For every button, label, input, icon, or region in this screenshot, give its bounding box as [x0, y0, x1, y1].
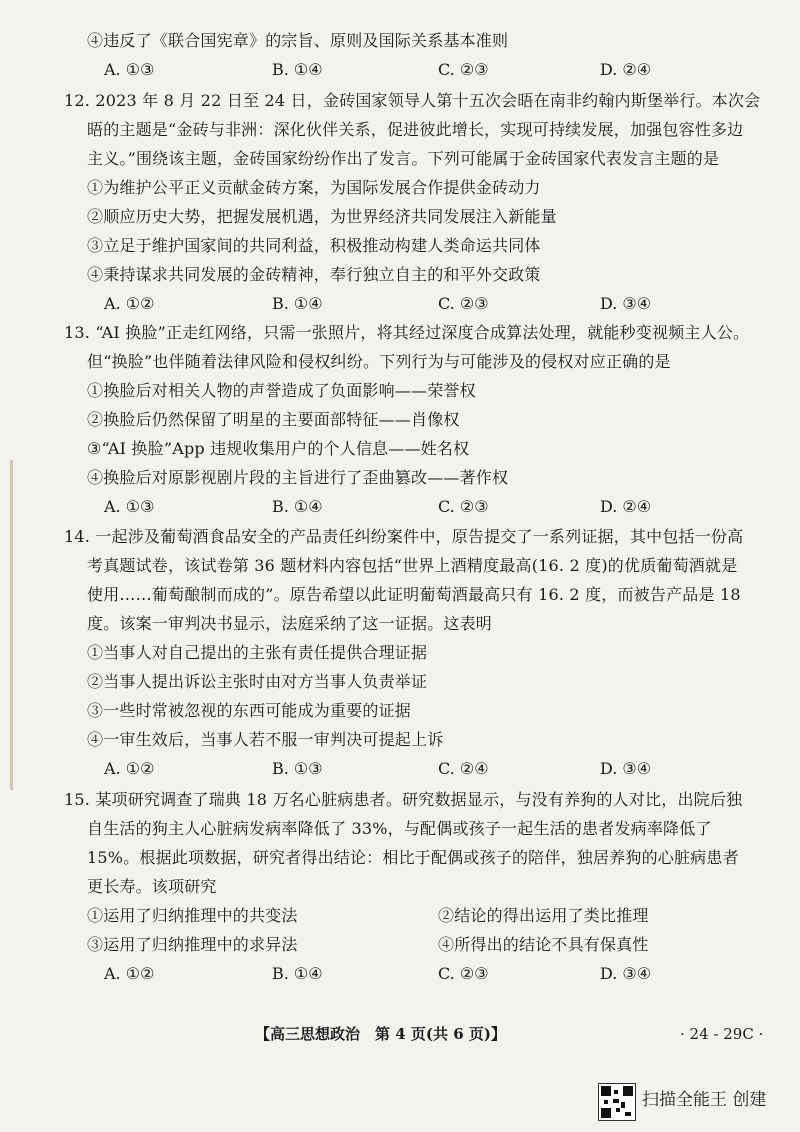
- page-footer: 【高三思想政治 第 4 页(共 6 页)】: [255, 1025, 506, 1043]
- q14-stem-line-2: 考真题试卷，该试卷第 36 题材料内容包括“世界上酒精度最高(16. 2 度)的优质葡萄酒就是: [87, 556, 738, 575]
- q14-item-4: ④一审生效后，当事人若不服一审判决可提起上诉: [87, 730, 444, 749]
- q15-item-1: ①运用了归纳推理中的共变法: [87, 906, 298, 925]
- q15-option-b: B. ①④: [272, 964, 323, 983]
- q14-stem-line-4: 度。该案一审判决书显示，法庭采纳了这一证据。这表明: [87, 614, 493, 633]
- q14-option-c: C. ②④: [438, 759, 489, 778]
- q12-item-2: ②顺应历史大势，把握发展机遇，为世界经济共同发展注入新能量: [87, 207, 557, 226]
- q14-stem-line-3: 使用……葡萄酿制而成的”。原告希望以此证明葡萄酒最高只有 16. 2 度，而被告产品是 18: [87, 585, 741, 604]
- q12-stem-line-3: 主义。”围绕该主题，金砖国家纷纷作出了发言。下列可能属于金砖国家代表发言主题的是: [87, 149, 720, 168]
- q15-item-2: ②结论的得出运用了类比推理: [438, 906, 649, 925]
- q14-option-a: A. ①②: [104, 759, 155, 778]
- q13-stem-line-2: 但“换脸”也伴随着法律风险和侵权纠纷。下列行为与可能涉及的侵权对应正确的是: [87, 352, 671, 371]
- q15-option-c: C. ②③: [438, 964, 489, 983]
- q12-option-d: D. ③④: [600, 294, 652, 313]
- q12-option-a: A. ①②: [104, 294, 155, 313]
- q11-option-a: A. ①③: [104, 60, 155, 79]
- q13-item-1: ①换脸后对相关人物的声誉造成了负面影响——荣誉权: [87, 381, 476, 400]
- q14-item-2: ②当事人提出诉讼主张时由对方当事人负责举证: [87, 672, 428, 691]
- q12-item-1: ①为维护公平正义贡献金砖方案，为国际发展合作提供金砖动力: [87, 178, 541, 197]
- q13-option-d: D. ②④: [600, 497, 652, 516]
- q11-item-4: ④违反了《联合国宪章》的宗旨、原则及国际关系基本准则: [87, 31, 509, 50]
- q12-stem-line-1: 12. 2023 年 8 月 22 日至 24 日，金砖国家领导人第十五次会晤在南非约翰内斯堡举行。本次会: [64, 91, 761, 110]
- q13-option-a: A. ①③: [104, 497, 155, 516]
- paper-code: · 24 - 29C ·: [680, 1025, 764, 1043]
- q13-stem-line-1: 13. “AI 换脸”正走红网络，只需一张照片，将其经过深度合成算法处理，就能秒变视频主人公。: [64, 323, 750, 342]
- q14-item-1: ①当事人对自己提出的主张有责任提供合理证据: [87, 643, 428, 662]
- scanner-watermark: 扫描全能王 创建: [642, 1090, 767, 1110]
- q14-item-3: ③一些时常被忽视的东西可能成为重要的证据: [87, 701, 412, 720]
- q15-stem-line-4: 更长寿。该项研究: [87, 877, 217, 896]
- q15-stem-line-2: 自生活的狗主人心脏病发病率降低了 33%，与配偶或孩子一起生活的患者发病率降低了: [87, 819, 712, 838]
- q12-option-c: C. ②③: [438, 294, 489, 313]
- q12-item-3: ③立足于维护国家间的共同利益，积极推动构建人类命运共同体: [87, 236, 541, 255]
- q14-stem-line-1: 14. 一起涉及葡萄酒食品安全的产品责任纠纷案件中，原告提交了一系列证据，其中包括一份高: [64, 527, 744, 546]
- q12-stem-line-2: 晤的主题是“金砖与非洲：深化伙伴关系，促进彼此增长，实现可持续发展，加强包容性多边: [87, 120, 744, 139]
- q15-item-3: ③运用了归纳推理中的求异法: [87, 935, 298, 954]
- q15-option-d: D. ③④: [600, 964, 652, 983]
- q15-stem-line-3: 15%。根据此项数据，研究者得出结论：相比于配偶或孩子的陪伴，独居养狗的心脏病患者: [87, 848, 739, 867]
- q15-stem-line-1: 15. 某项研究调查了瑞典 18 万名心脏病患者。研究数据显示，与没有养狗的人对比，出院后独: [64, 790, 743, 809]
- q13-item-4: ④换脸后对原影视剧片段的主旨进行了歪曲篡改——著作权: [87, 468, 509, 487]
- qr-code-icon: [598, 1083, 636, 1121]
- q15-item-4: ④所得出的结论不具有保真性: [438, 935, 649, 954]
- q13-item-3: ③“AI 换脸”App 违规收集用户的个人信息——姓名权: [87, 439, 470, 458]
- q15-option-a: A. ①②: [104, 964, 155, 983]
- q13-option-b: B. ①④: [272, 497, 323, 516]
- scan-edge-mark: [10, 460, 13, 790]
- q11-option-d: D. ②④: [600, 60, 652, 79]
- q11-option-c: C. ②③: [438, 60, 489, 79]
- q12-item-4: ④秉持谋求共同发展的金砖精神，奉行独立自主的和平外交政策: [87, 265, 541, 284]
- q13-option-c: C. ②③: [438, 497, 489, 516]
- q13-item-2: ②换脸后仍然保留了明星的主要面部特征——肖像权: [87, 410, 460, 429]
- q11-option-b: B. ①④: [272, 60, 323, 79]
- q14-option-d: D. ③④: [600, 759, 652, 778]
- q14-option-b: B. ①③: [272, 759, 323, 778]
- q12-option-b: B. ①④: [272, 294, 323, 313]
